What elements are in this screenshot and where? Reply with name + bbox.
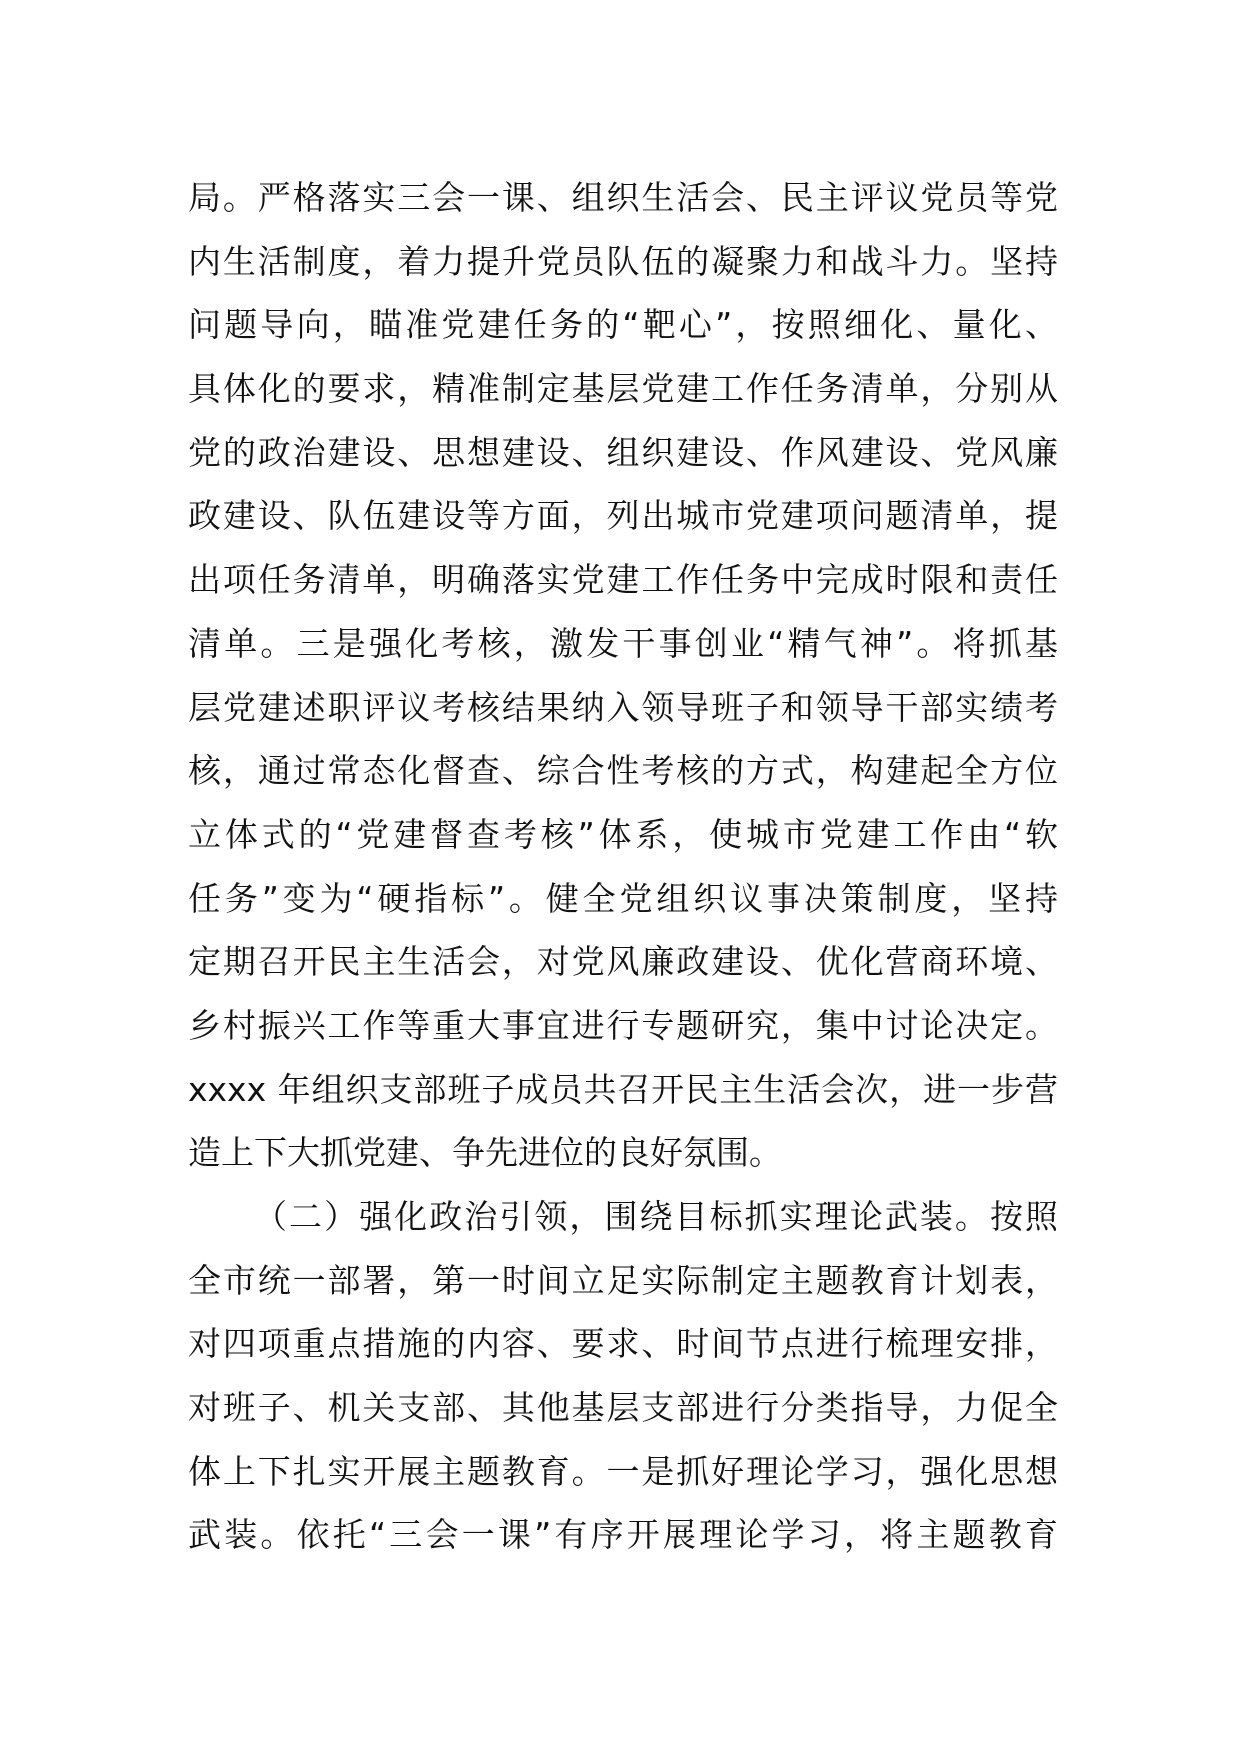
text-line: 局。严格落实三会一课、组织生活会、民主评议党员等党 xyxy=(188,178,1058,217)
text-line: 全市统一部署，第一时间立足实际制定主题教育计划表， xyxy=(188,1260,1058,1300)
text-line: 清单。三是强化考核，激发干事创业“精气神”。将抓基 xyxy=(188,623,1058,663)
text-line: 党的政治建设、思想建设、组织建设、作风建设、党风廉 xyxy=(188,432,1058,472)
text-line: 定期召开民主生活会，对党风廉政建设、优化营商环境、 xyxy=(188,942,1058,982)
text-line: 体上下扎实开展主题教育。一是抓好理论学习，强化思想 xyxy=(188,1451,1058,1491)
text-line: 核，通过常态化督查、综合性考核的方式，构建起全方位 xyxy=(188,751,1058,791)
text-line: 出项任务清单，明确落实党建工作任务中完成时限和责任 xyxy=(188,560,1058,600)
text-line: 对班子、机关支部、其他基层支部进行分类指导，力促全 xyxy=(188,1388,1058,1428)
text-line: 乡村振兴工作等重大事宜进行专题研究，集中讨论决定。 xyxy=(188,1005,1058,1045)
text-line: 问题导向，瞄准党建任务的“靶心”，按照细化、量化、 xyxy=(188,305,1058,345)
text-line: 具体化的要求，精准制定基层党建工作任务清单，分别从 xyxy=(188,369,1058,409)
text-line: 任务”变为“硬指标”。健全党组织议事决策制度，坚持 xyxy=(188,878,1058,918)
text-line: 层党建述职评议考核结果纳入领导班子和领导干部实绩考 xyxy=(188,687,1058,727)
text-line: 武装。依托“三会一课”有序开展理论学习，将主题教育 xyxy=(188,1515,1058,1555)
text-line: 立体式的“党建督查考核”体系，使城市党建工作由“软 xyxy=(188,814,1058,854)
text-line: 内生活制度，着力提升党员队伍的凝聚力和战斗力。坚持 xyxy=(188,241,1058,281)
text-line: xxxx 年组织支部班子成员共召开民主生活会次，进一步营 xyxy=(188,1069,1058,1109)
text-line: 政建设、队伍建设等方面，列出城市党建项问题清单，提 xyxy=(188,496,1058,536)
text-line: 对四项重点措施的内容、要求、时间节点进行梳理安排， xyxy=(188,1324,1058,1364)
body-text xyxy=(188,166,1058,1567)
text-line: 造上下大抓党建、争先进位的良好氛围。 xyxy=(188,1133,782,1173)
section-heading-line: （二）强化政治引领，围绕目标抓实理论武装。按照 xyxy=(254,1197,1058,1236)
